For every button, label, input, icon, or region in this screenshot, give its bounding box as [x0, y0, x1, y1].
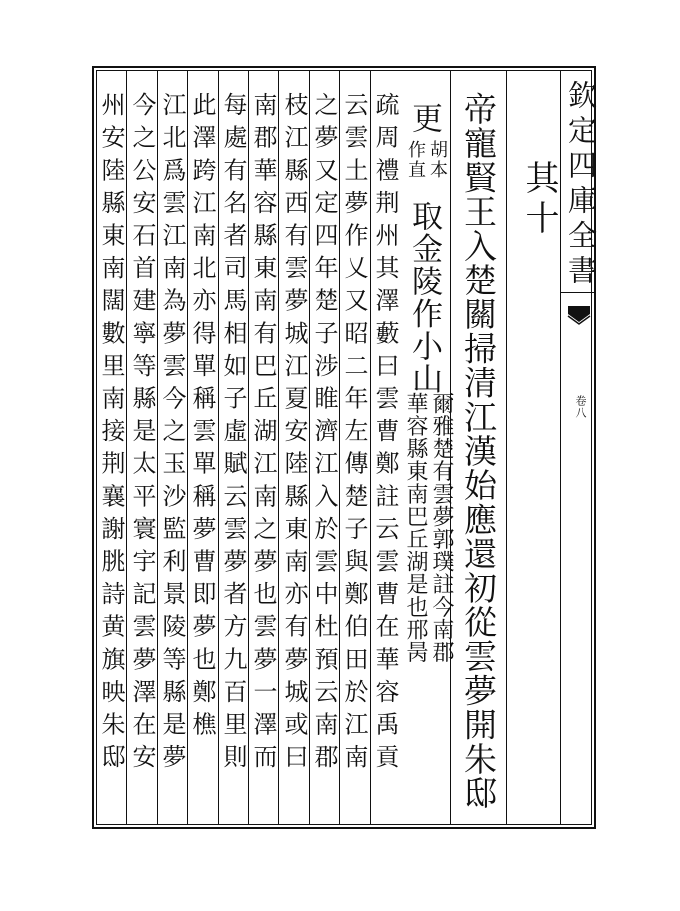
commentary-line: 之夢又定四年楚子涉睢濟江入於雲中杜預云南郡	[310, 92, 338, 777]
commentary-line: 南郡華容縣東南有巴丘湖江南之夢也雲夢一澤而	[249, 92, 277, 777]
column-rule	[278, 70, 279, 825]
commentary-line: 江北爲雲江南為夢雲今之玉沙監利景陵等縣是夢	[158, 92, 186, 777]
commentary-line: 此澤跨江南北亦得單稱雲單稱夢曹即夢也鄭樵	[188, 92, 216, 744]
poem-line-1: 帝寵賢王入楚關掃清江漢始應還初從雲夢開朱邸	[459, 92, 498, 811]
fishtail-mark-icon	[566, 300, 592, 330]
commentary-line: 云雲土夢作乂又昭二年左傳楚子與鄭伯田於江南	[340, 92, 368, 777]
inline-note-col-right: 胡本	[427, 140, 448, 180]
poem-line-2-start: 更	[406, 102, 442, 135]
column-rule	[560, 70, 561, 825]
column-rule	[506, 70, 507, 825]
margin-divider	[560, 292, 596, 293]
inline-note-col-left: 華容縣東南巴丘湖是也邢昺	[403, 392, 428, 664]
inline-note-col-right: 爾雅楚有雲夢郭璞註今南郡	[429, 392, 454, 664]
column-rule	[126, 70, 127, 825]
commentary-line: 今之公安石首建寧等縣是太平寰宇記雲夢澤在安	[128, 92, 156, 777]
inline-note-col-left: 作直	[405, 140, 426, 180]
poem-line-2-main: 取金陵作小山	[406, 200, 442, 395]
juan-number: 卷八	[574, 395, 587, 419]
commentary-line: 每處有名者司馬相如子虛賦云雲夢者方九百里則	[219, 92, 247, 777]
poem-heading: 其十	[519, 160, 559, 240]
book-title: 欽定四庫全書	[564, 80, 598, 290]
commentary-line: 枝江縣西有雲夢城江夏安陸縣東南亦有夢城或曰	[280, 92, 308, 777]
commentary-line: 州安陸縣東南闊數里南接荆襄謝朓詩黄旗映朱邸	[97, 92, 125, 777]
inline-note-erya	[404, 392, 452, 663]
commentary-line: 疏周禮荆州其澤藪曰雲曹鄭註云雲曹在華容禹貢	[371, 92, 399, 777]
inline-note-variant	[406, 140, 446, 180]
